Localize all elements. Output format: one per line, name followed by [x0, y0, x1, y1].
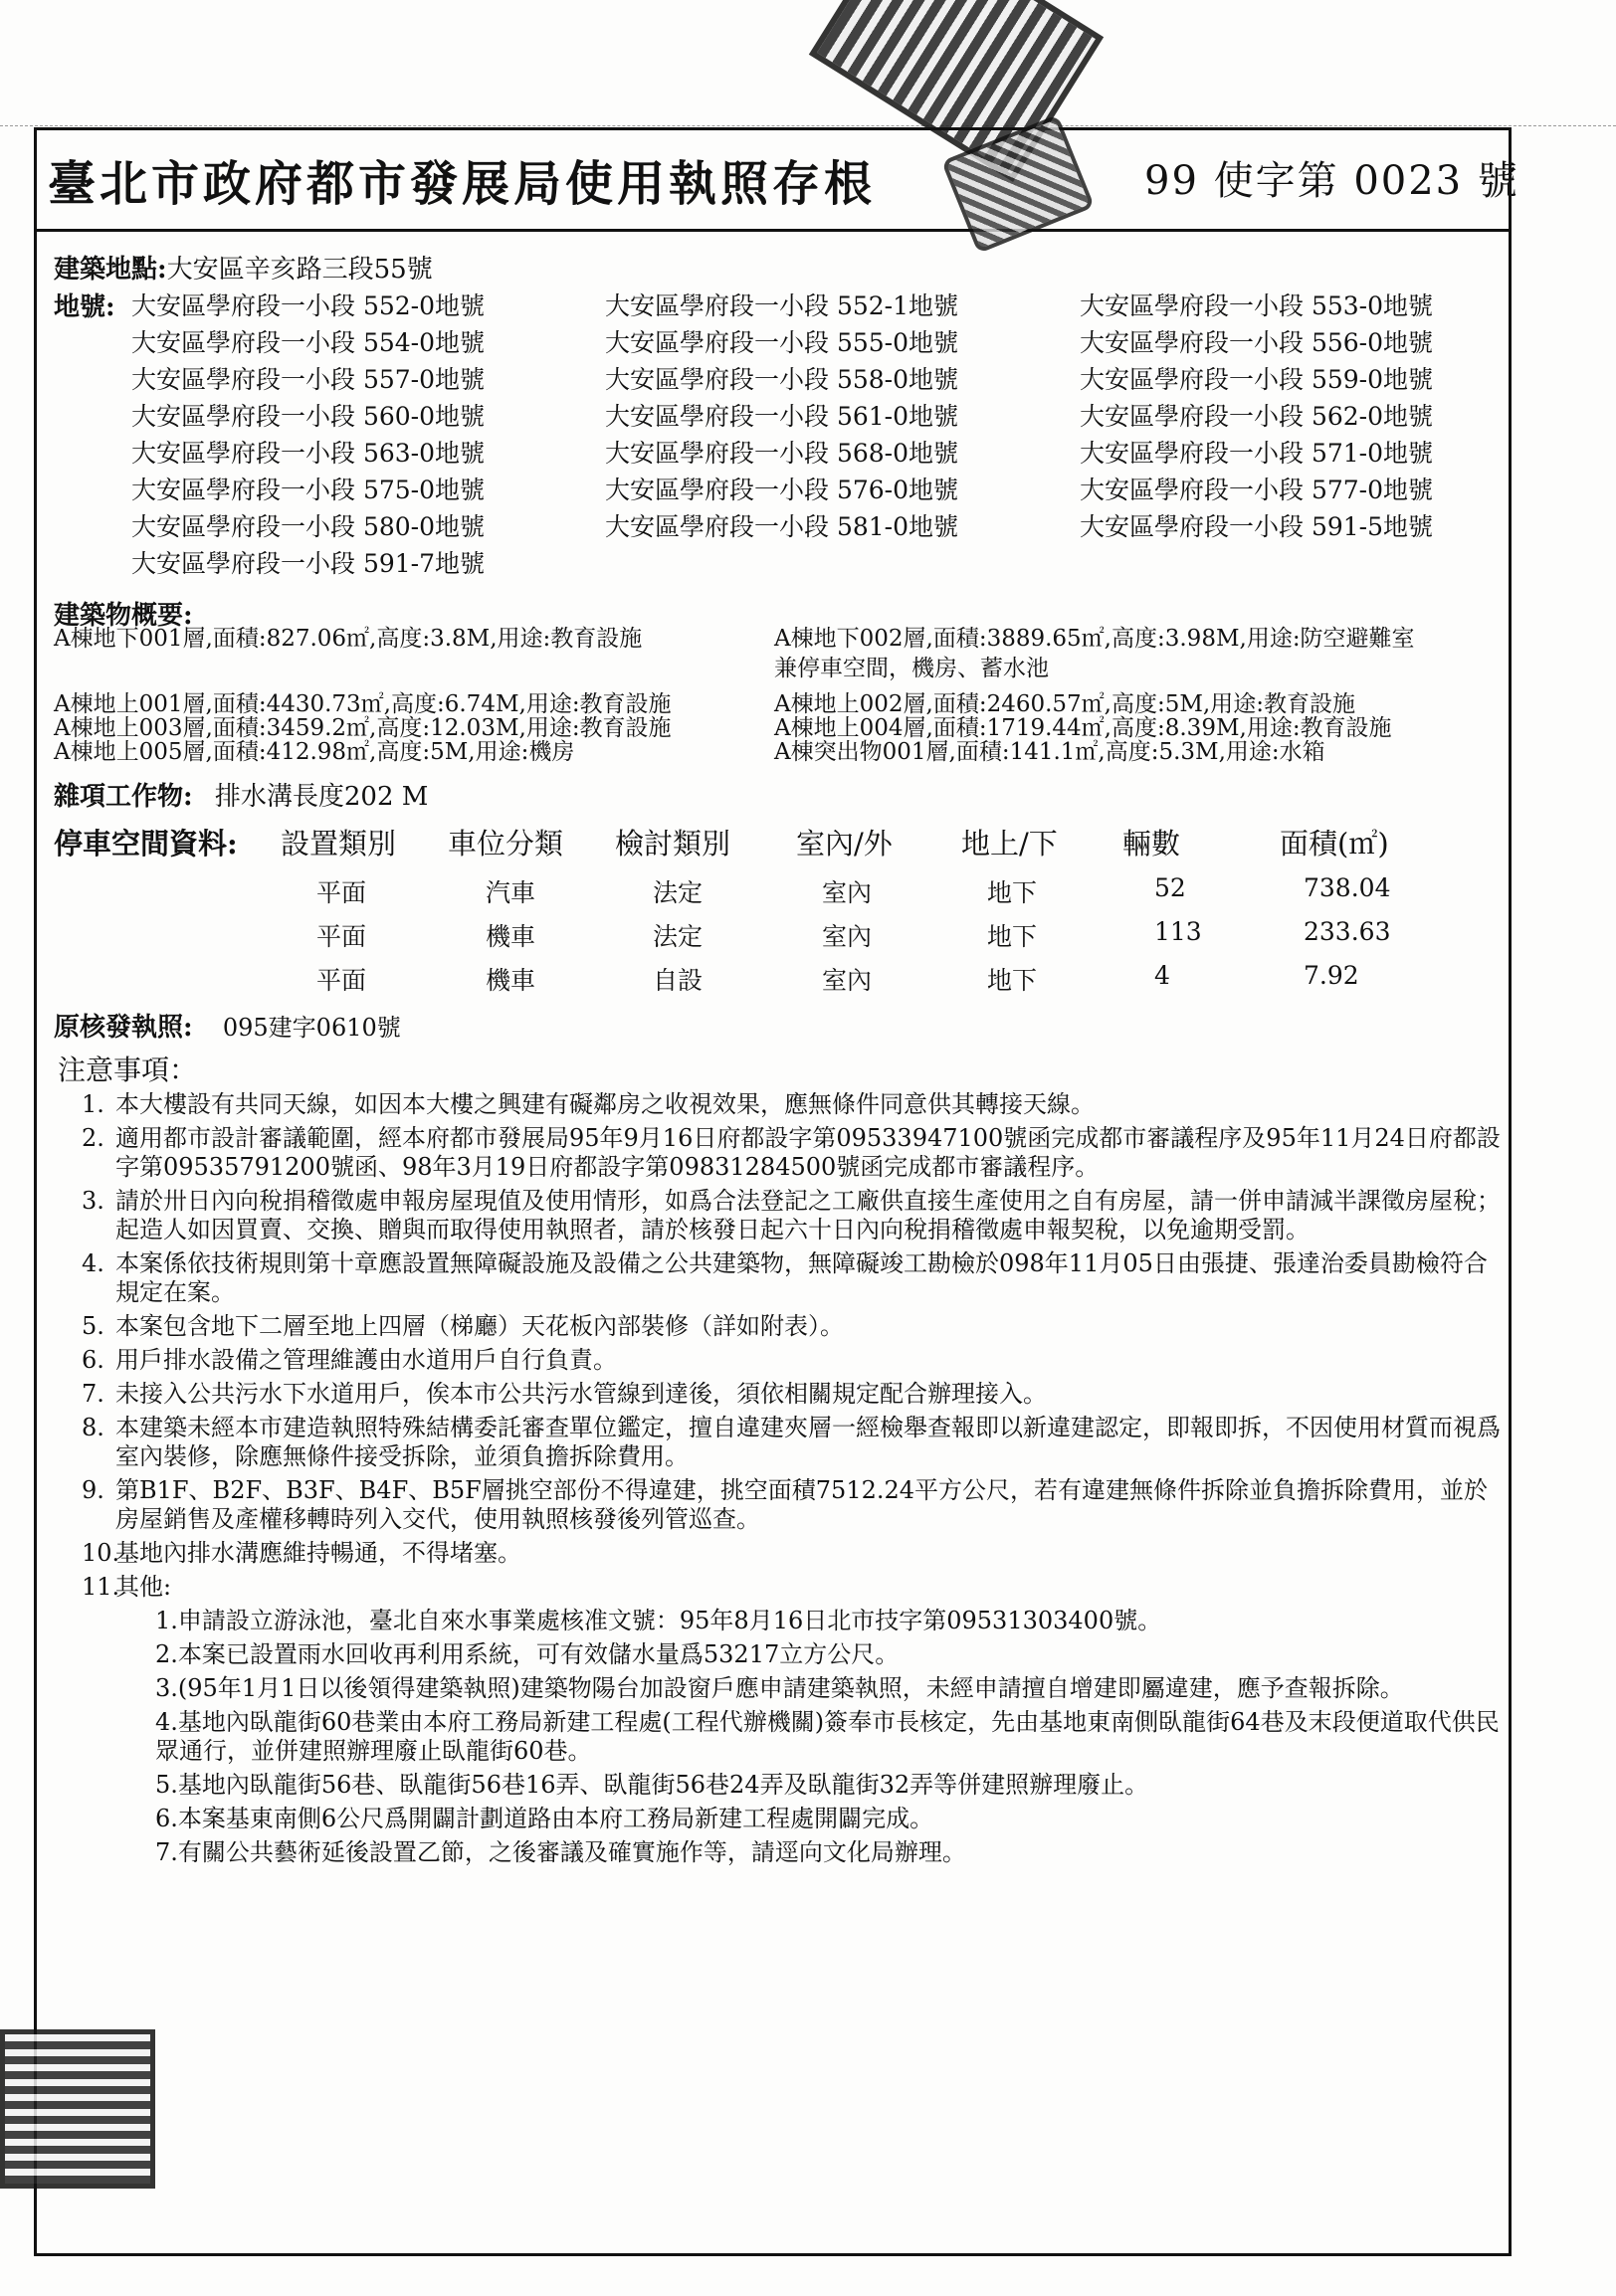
site-address-label: 建築地點:: [54, 255, 167, 285]
note-number: 1.: [82, 1090, 104, 1118]
parking-header: 設置類別: [281, 827, 397, 861]
side-seal-stamp: [0, 2029, 155, 2189]
parking-cell: 室內: [822, 966, 873, 995]
parking-header: 車位分類: [448, 827, 564, 861]
note-number: 6.: [82, 1346, 104, 1374]
site-address: 大安區辛亥路三段55號: [166, 255, 433, 285]
lot-number: 大安區學府段一小段 553-0地號: [1080, 291, 1434, 320]
lot-number: 大安區學府段一小段 558-0地號: [605, 365, 959, 394]
parking-cell: 自設: [653, 966, 704, 995]
building-item: A棟地上002層,面積:2460.57㎡,高度:5M,用途:教育設施: [774, 691, 1355, 717]
note-number: 2.: [82, 1124, 104, 1152]
notes-list: [56, 1090, 1509, 1872]
original-permit-label: 原核發執照:: [54, 1013, 193, 1043]
parking-cell: 平面: [316, 922, 367, 951]
parking-cell: 機車: [486, 922, 536, 951]
other-note-item: 3.(95年1月1日以後領得建築執照)建築物陽台加設窗戶應申請建築執照，未經申請擅自增建即屬違建，應予查報拆除。: [155, 1674, 1404, 1702]
parking-header: 檢討類別: [615, 827, 731, 861]
lot-number: 大安區學府段一小段 577-0地號: [1080, 476, 1434, 504]
header-divider: [34, 229, 1512, 232]
other-note-item: 7.有關公共藝術延後設置乙節，之後審議及確實施作等，請逕向文化局辦理。: [155, 1838, 966, 1866]
lot-number: 大安區學府段一小段 562-0地號: [1080, 402, 1434, 431]
note-item: [56, 1476, 1509, 1534]
note-text: 本案包含地下二層至地上四層（梯廳）天花板內部裝修（詳如附表）。: [115, 1312, 844, 1340]
parking-cell: 738.04: [1304, 873, 1391, 902]
original-permit-value: 095建字0610號: [222, 1014, 401, 1042]
parking-cell: 7.92: [1304, 961, 1359, 990]
lot-number: 大安區學府段一小段 575-0地號: [131, 476, 486, 504]
note-item: [56, 1573, 1509, 1602]
note-item: [56, 1090, 1509, 1119]
building-item: A棟地上003層,面積:3459.2㎡,高度:12.03M,用途:教育設施: [54, 715, 672, 741]
note-number: 7.: [82, 1380, 104, 1408]
parking-cell: 地下: [987, 922, 1038, 951]
note-text: 請於卅日內向稅捐稽徵處申報房屋現值及使用情形，如爲合法登記之工廠供直接生產使用之自有房屋，請一併申請減半課徵房屋稅；起造人如因買賣、交換、贈與而取得使用執照者，請於核發日起六十日內向稅捐稽徵處申報契稅，以免逾期受罰。: [115, 1187, 1501, 1244]
building-item: A棟地上005層,面積:412.98㎡,高度:5M,用途:機房: [54, 739, 575, 765]
note-item: [56, 1249, 1509, 1307]
lot-number: 大安區學府段一小段 552-1地號: [605, 291, 959, 320]
parking-cell: 機車: [486, 966, 536, 995]
note-text: 本大樓設有共同天線，如因本大樓之興建有礙鄰房之收視效果，應無條件同意供其轉接天線。: [115, 1090, 1095, 1118]
parking-header: 面積(㎡): [1280, 827, 1389, 861]
building-item: 兼停車空間，機房、蓄水池: [774, 656, 1049, 681]
lot-number: 大安區學府段一小段 560-0地號: [131, 402, 486, 431]
parking-label: 停車空間資料:: [54, 827, 238, 861]
note-number: 3.: [82, 1187, 104, 1215]
misc-works-label: 雜項工作物:: [54, 782, 193, 812]
building-label: 建築物概要:: [54, 601, 193, 631]
other-note-item: 4.基地內臥龍街60巷業由本府工務局新建工程處(工程代辦機關)簽奉市長核定，先由基地東南側臥龍街64巷及末段便道取代供民眾通行，並併建照辦理廢止臥龍街60巷。: [155, 1708, 1500, 1765]
note-number: 9.: [82, 1476, 104, 1504]
lot-number: 大安區學府段一小段 554-0地號: [131, 328, 486, 357]
lot-number: 大安區學府段一小段 576-0地號: [605, 476, 959, 504]
parking-cell: 地下: [987, 966, 1038, 995]
other-note-item: 6.本案基東南側6公尺爲開闢計劃道路由本府工務局新建工程處開闢完成。: [155, 1805, 934, 1832]
building-item: A棟突出物001層,面積:141.1㎡,高度:5.3M,用途:水箱: [774, 739, 1325, 765]
note-item: [56, 1124, 1509, 1182]
building-item: A棟地下001層,面積:827.06㎡,高度:3.8M,用途:教育設施: [54, 626, 643, 652]
note-item: [56, 1380, 1509, 1409]
parking-cell: 233.63: [1304, 917, 1391, 946]
parking-cell: 平面: [316, 878, 367, 907]
note-text: 其他:: [115, 1573, 172, 1601]
other-note-item: 2.本案已設置雨水回收再利用系統，可有效儲水量爲53217立方公尺。: [155, 1640, 900, 1668]
lot-number: 大安區學府段一小段 556-0地號: [1080, 328, 1434, 357]
lot-number: 大安區學府段一小段 580-0地號: [131, 512, 486, 541]
building-item: A棟地上004層,面積:1719.44㎡,高度:8.39M,用途:教育設施: [774, 715, 1392, 741]
note-number: 10.: [82, 1539, 120, 1567]
note-text: 基地內排水溝應維持暢通，不得堵塞。: [115, 1539, 521, 1567]
lot-number: 大安區學府段一小段 557-0地號: [131, 365, 486, 394]
lot-number: 大安區學府段一小段 571-0地號: [1080, 439, 1434, 468]
parking-cell: 平面: [316, 966, 367, 995]
lot-number: 大安區學府段一小段 559-0地號: [1080, 365, 1434, 394]
other-note-item: 1.申請設立游泳池，臺北自來水事業處核准文號：95年8月16日北市技字第09531303400號。: [155, 1607, 1162, 1634]
lot-number: 大安區學府段一小段 561-0地號: [605, 402, 959, 431]
site-address-row: [54, 249, 433, 286]
note-number: 4.: [82, 1249, 104, 1277]
parking-cell: 52: [1154, 873, 1186, 902]
misc-works-row: [54, 776, 428, 813]
note-item: [56, 1346, 1509, 1375]
note-item: [56, 1312, 1509, 1341]
parking-header: 室內/外: [796, 827, 893, 861]
note-number: 8.: [82, 1414, 104, 1441]
note-text: 本案係依技術規則第十章應設置無障礙設施及設備之公共建築物，無障礙竣工勘檢於098年11月05日由張捷、張達治委員勘檢符合規定在案。: [115, 1249, 1488, 1306]
note-item: [56, 1414, 1509, 1471]
parking-cell: 室內: [822, 878, 873, 907]
note-item: [56, 1539, 1509, 1568]
note-text: 第B1F、B2F、B3F、B4F、B5F層挑空部份不得違建，挑空面積7512.24平方公尺，若有違建無條件拆除並負擔拆除費用，並於房屋銷售及產權移轉時列入交代，使用執照核發後列管巡查。: [115, 1476, 1489, 1533]
parking-cell: 4: [1154, 961, 1170, 990]
misc-works-value: 排水溝長度202 M: [214, 782, 429, 812]
original-permit-row: [54, 1007, 401, 1044]
permit-number: 99 使字第 0023 號: [1144, 158, 1519, 204]
document-title: 臺北市政府都市發展局使用執照存根: [48, 156, 877, 212]
notes-label: 注意事項：: [58, 1053, 198, 1086]
parking-cell: 地下: [987, 878, 1038, 907]
building-item: A棟地上001層,面積:4430.73㎡,高度:6.74M,用途:教育設施: [54, 691, 672, 717]
lot-number: 大安區學府段一小段 568-0地號: [605, 439, 959, 468]
lot-number: 大安區學府段一小段 563-0地號: [131, 439, 486, 468]
note-text: 未接入公共污水下水道用戶，俟本市公共污水管線到達後，須依相關規定配合辦理接入。: [115, 1380, 1047, 1408]
lots-label: 地號:: [54, 292, 115, 322]
parking-header: 輛數: [1122, 827, 1181, 861]
parking-header: 地上/下: [961, 827, 1058, 861]
note-text: 適用都市設計審議範圍，經本府都市發展局95年9月16日府都設字第09533947100號函完成都市審議程序及95年11月24日府都設字第09535791200號函、98年3月19日府都設字第09831284500號函完成都市審議程序。: [115, 1124, 1501, 1181]
note-number: 5.: [82, 1312, 104, 1340]
note-text: 本建築未經本市建造執照特殊結構委託審查單位鑑定，擅自違建夾層一經檢舉查報即以新違建認定，即報即拆，不因使用材質而視爲室內裝修，除應無條件接受拆除，並須負擔拆除費用。: [115, 1414, 1501, 1470]
lot-number: 大安區學府段一小段 555-0地號: [605, 328, 959, 357]
lot-number: 大安區學府段一小段 591-7地號: [131, 549, 486, 578]
parking-cell: 法定: [653, 878, 704, 907]
lot-number: 大安區學府段一小段 591-5地號: [1080, 512, 1434, 541]
note-text: 用戶排水設備之管理維護由水道用戶自行負責。: [115, 1346, 617, 1374]
building-item: A棟地下002層,面積:3889.65㎡,高度:3.98M,用途:防空避難室: [774, 626, 1415, 652]
lot-number: 大安區學府段一小段 552-0地號: [131, 291, 486, 320]
lot-number: 大安區學府段一小段 581-0地號: [605, 512, 959, 541]
note-number: 11.: [82, 1573, 120, 1601]
parking-cell: 113: [1154, 917, 1202, 946]
parking-cell: 汽車: [486, 878, 536, 907]
parking-cell: 法定: [653, 922, 704, 951]
top-dashed-line: [0, 125, 1616, 126]
parking-cell: 室內: [822, 922, 873, 951]
other-note-item: 5.基地內臥龍街56巷、臥龍街56巷16弄、臥龍街56巷24弄及臥龍街32弄等併建照辦理廢止。: [155, 1771, 1149, 1799]
note-item: [56, 1187, 1509, 1244]
